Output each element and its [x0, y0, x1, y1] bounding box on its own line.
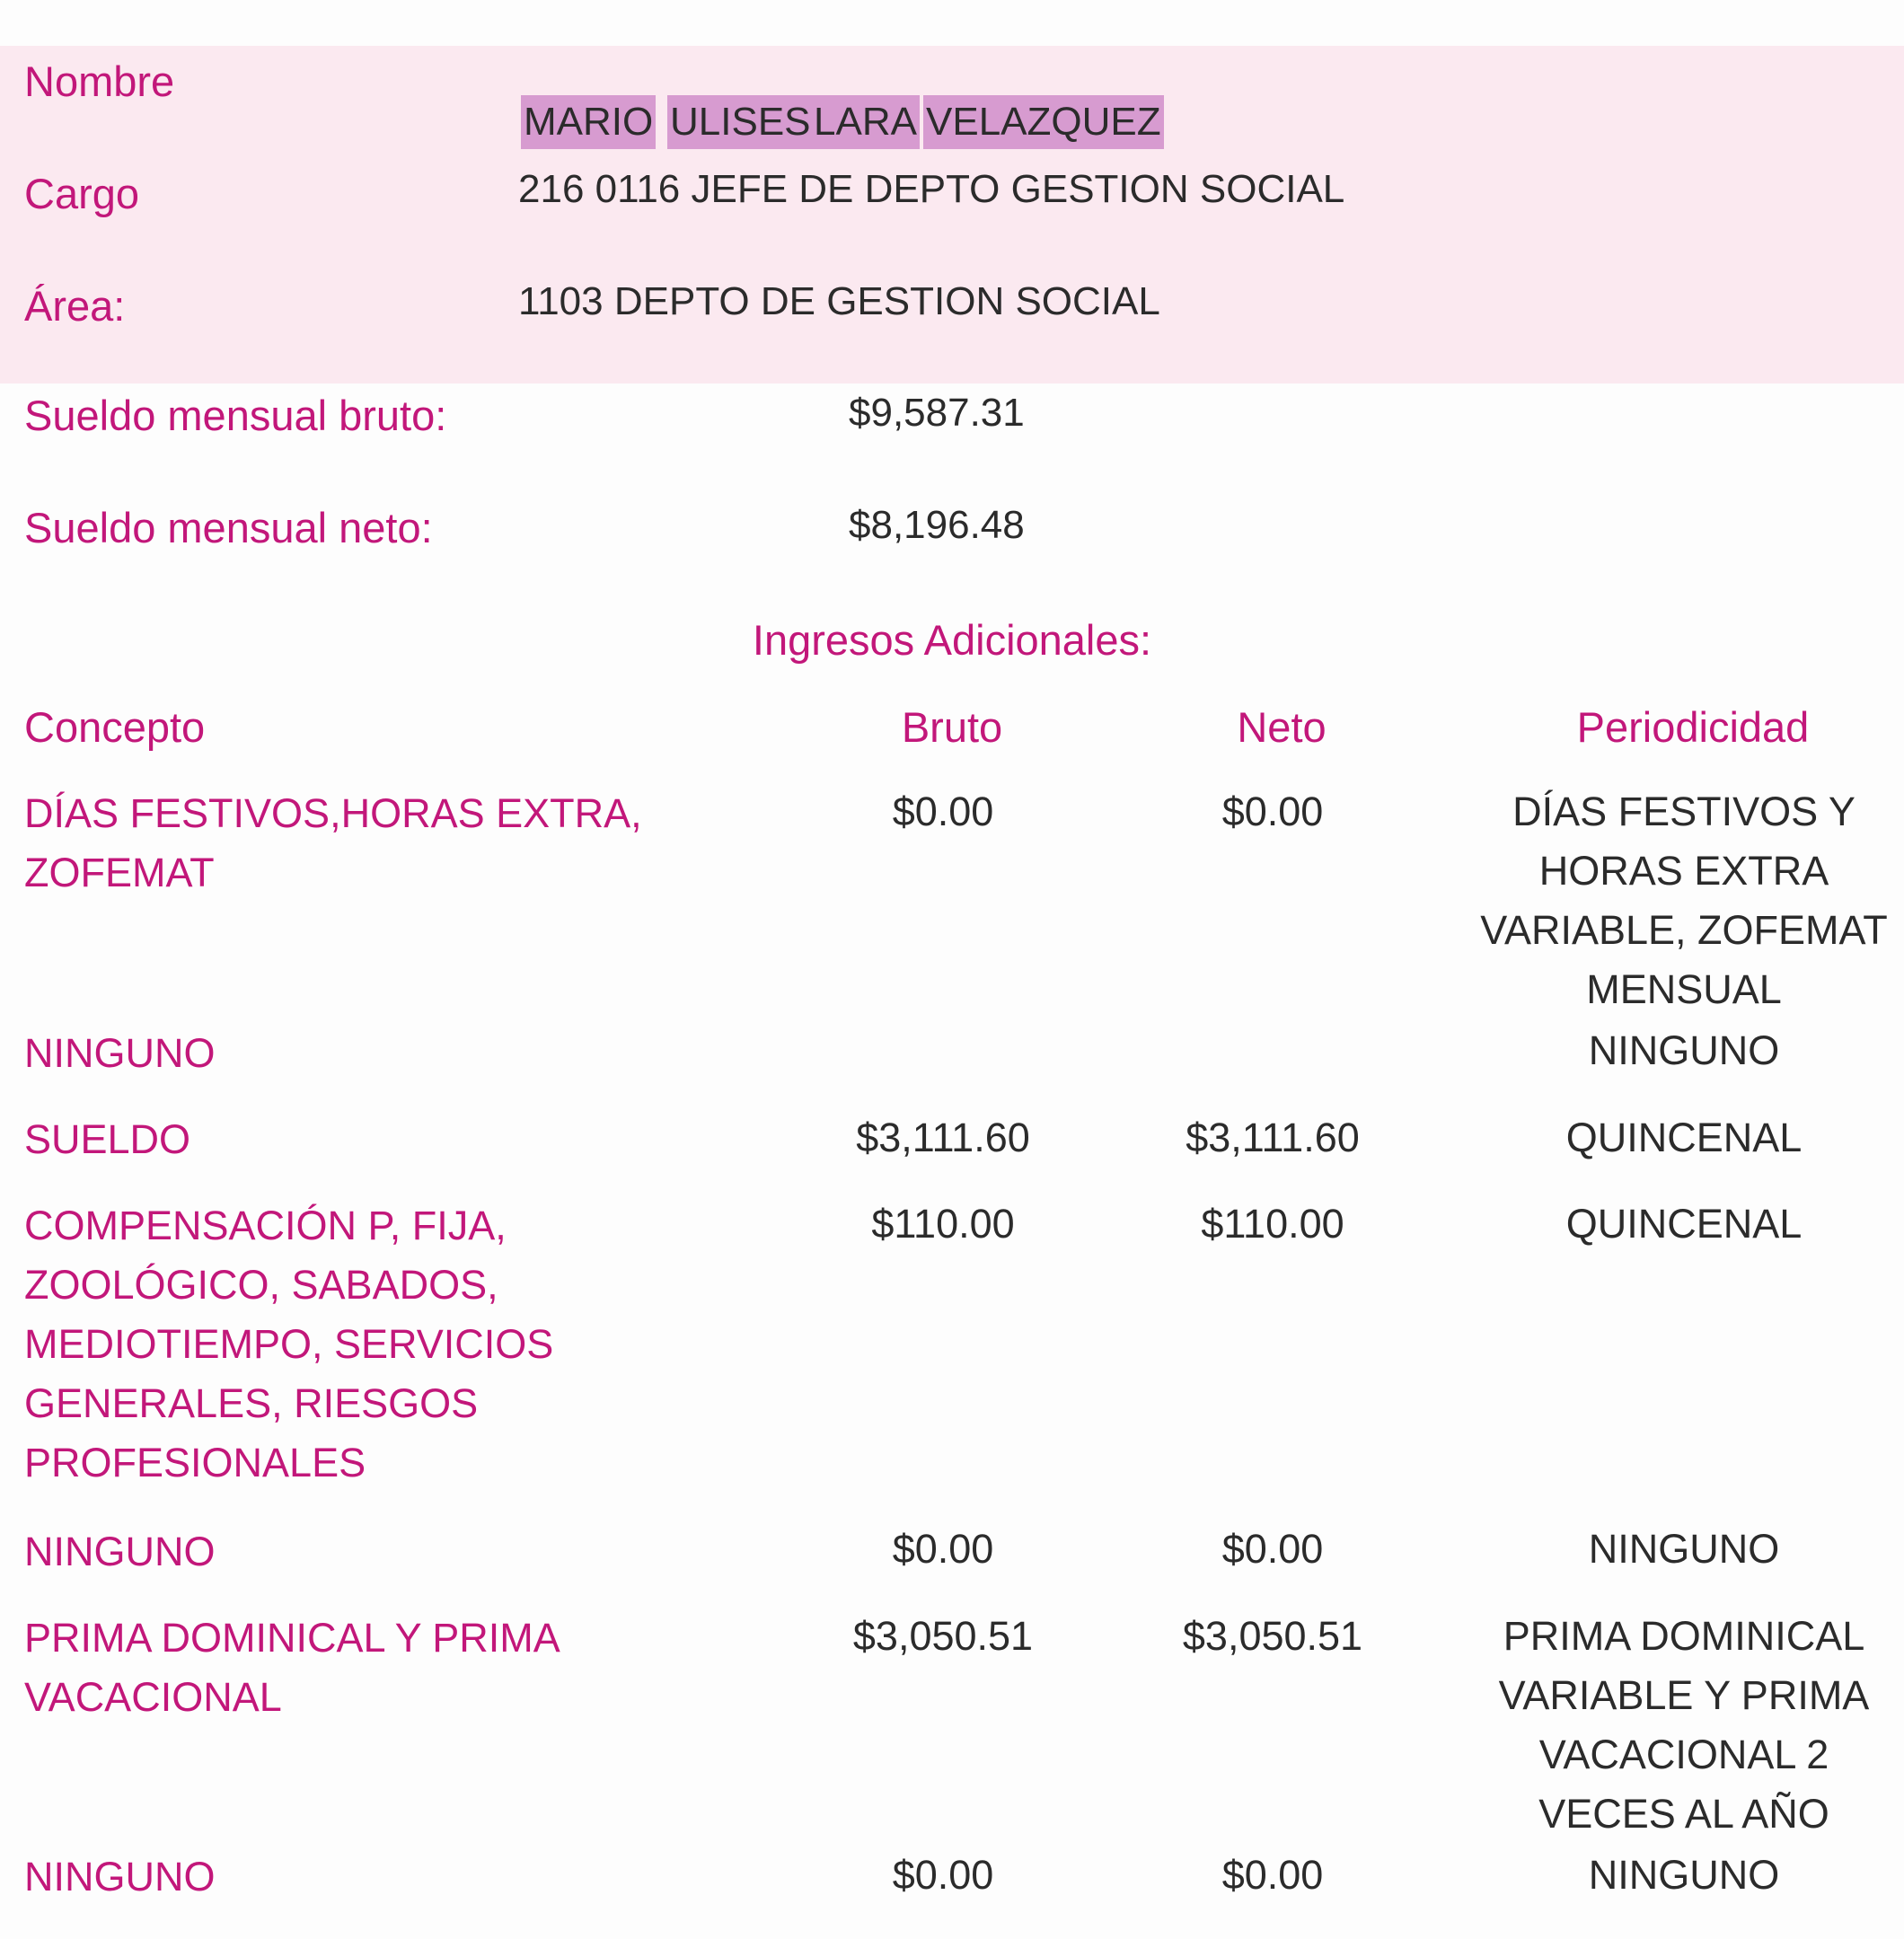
row-4-concept-line: GENERALES, RIESGOS [24, 1380, 479, 1426]
row-3-net: $3,111.60 [1186, 1115, 1360, 1160]
row-6-period-line: PRIMA DOMINICAL [1503, 1613, 1865, 1659]
row-6-concept [24, 1608, 653, 1727]
row-7-net: $0.00 [1221, 1852, 1324, 1898]
row-1-concept-line: ZOFEMAT [24, 850, 215, 895]
row-1-period [1473, 782, 1895, 1019]
row-7-concept-line: NINGUNO [24, 1854, 216, 1899]
row-5-concept-line: NINGUNO [24, 1529, 216, 1574]
row-5-gross: $0.00 [892, 1526, 994, 1572]
row-2-concept [24, 1024, 653, 1083]
name-maternal-surname: VELAZQUEZ [923, 95, 1164, 149]
row-6-period [1473, 1607, 1895, 1844]
row-6-period-line: VECES AL AÑO [1538, 1791, 1829, 1837]
row-2-concept-line: NINGUNO [24, 1030, 216, 1076]
header-gross: Bruto [901, 703, 1003, 751]
row-6-period-line: VARIABLE Y PRIMA [1498, 1672, 1870, 1718]
row-1-period-line: DÍAS FESTIVOS Y [1512, 789, 1856, 834]
gross-salary-value: $9,587.31 [849, 391, 1025, 435]
row-4-period-line: QUINCENAL [1565, 1201, 1803, 1247]
row-4-gross: $110.00 [871, 1201, 1015, 1247]
row-3-period-line: QUINCENAL [1565, 1115, 1803, 1160]
row-7-period-line: NINGUNO [1588, 1852, 1780, 1898]
row-4-concept-line: ZOOLÓGICO, SABADOS, [24, 1262, 498, 1308]
position-value: 216 0116 JEFE DE DEPTO GESTION SOCIAL [518, 167, 1345, 211]
row-6-gross: $3,050.51 [852, 1613, 1034, 1659]
row-2-period [1473, 1021, 1895, 1080]
row-1-period-line: VARIABLE, ZOFEMAT [1480, 907, 1888, 953]
gross-salary-label: Sueldo mensual bruto: [24, 392, 447, 439]
row-6-concept-line: PRIMA DOMINICAL Y PRIMA [24, 1615, 560, 1661]
row-1-period-line: HORAS EXTRA [1538, 848, 1829, 894]
row-3-concept-line: SUELDO [24, 1116, 191, 1162]
header-concept: Concepto [24, 703, 206, 751]
name-second: ULISES [667, 95, 814, 149]
row-6-net: $3,050.51 [1182, 1613, 1363, 1659]
net-salary-value: $8,196.48 [849, 503, 1025, 547]
row-1-period-line: MENSUAL [1586, 966, 1782, 1012]
area-label: Área: [24, 282, 126, 330]
row-3-concept [24, 1110, 653, 1169]
header-period: Periodicidad [1576, 703, 1810, 751]
row-4-concept-line: PROFESIONALES [24, 1440, 366, 1485]
row-7-concept [24, 1847, 653, 1907]
row-4-concept [24, 1196, 653, 1493]
additional-income-title: Ingresos Adicionales: [752, 616, 1152, 664]
row-1-concept [24, 784, 653, 903]
name-first: MARIO [521, 95, 656, 149]
row-4-period [1473, 1194, 1895, 1254]
row-4-concept-line: COMPENSACIÓN P, FIJA, [24, 1203, 507, 1248]
row-5-net: $0.00 [1221, 1526, 1324, 1572]
name-paternal-surname: LARA [811, 95, 920, 149]
employee-info-panel [0, 46, 1904, 383]
area-value: 1103 DEPTO DE GESTION SOCIAL [518, 279, 1160, 323]
row-3-period [1473, 1108, 1895, 1168]
row-7-period [1473, 1846, 1895, 1905]
row-4-concept-line: MEDIOTIEMPO, SERVICIOS [24, 1321, 554, 1367]
row-5-period-line: NINGUNO [1588, 1526, 1780, 1572]
row-6-concept-line: VACACIONAL [24, 1674, 282, 1720]
row-1-gross: $0.00 [892, 789, 994, 834]
row-7-gross: $0.00 [892, 1852, 994, 1898]
row-4-net: $110.00 [1201, 1201, 1344, 1247]
row-6-period-line: VACACIONAL 2 [1538, 1732, 1829, 1777]
header-net: Neto [1237, 703, 1327, 751]
name-label: Nombre [24, 57, 175, 105]
row-5-period [1473, 1520, 1895, 1579]
row-5-concept [24, 1522, 653, 1582]
row-2-period-line: NINGUNO [1588, 1027, 1780, 1073]
position-label: Cargo [24, 170, 140, 217]
net-salary-label: Sueldo mensual neto: [24, 504, 433, 551]
row-1-net: $0.00 [1221, 789, 1324, 834]
row-3-gross: $3,111.60 [856, 1115, 1030, 1160]
row-1-concept-line: DÍAS FESTIVOS,HORAS EXTRA, [24, 790, 642, 836]
